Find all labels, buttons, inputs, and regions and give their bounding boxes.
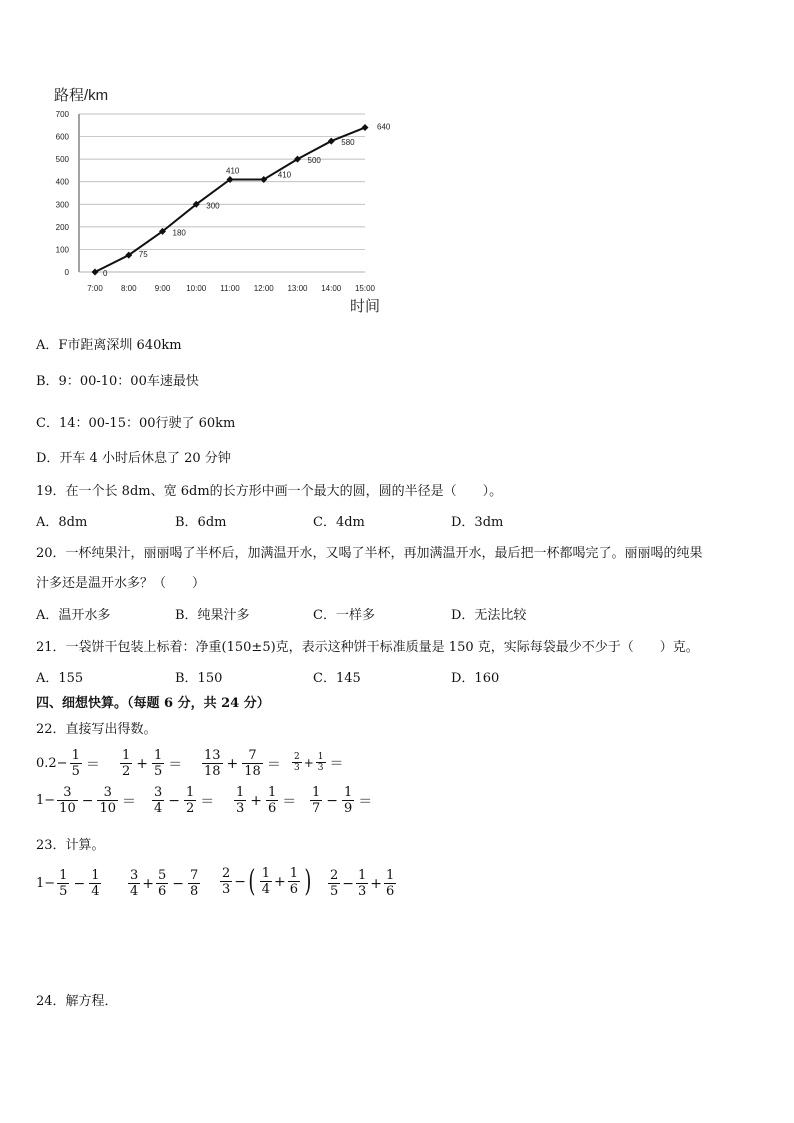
equals-sign: ＝ [168, 756, 183, 773]
denominator: 3 [358, 884, 367, 899]
denominator: 18 [244, 764, 261, 779]
q22-item-f [150, 785, 216, 816]
point-label: 580 [341, 138, 355, 148]
q23-item-a [36, 868, 103, 899]
x-tick-label: 9:00 [154, 284, 171, 293]
fraction [128, 868, 140, 899]
q22-stem: 22．直接写出得数。 [36, 722, 157, 737]
fraction [70, 748, 82, 779]
fraction [288, 866, 300, 897]
denominator: 2 [186, 801, 195, 816]
q21-stem: 21．一袋饼干包装上标着：净重(150±5)克，表示这种饼干标准质量是 150 克，实际每袋最少不少于（ ）克。 [36, 640, 699, 655]
numerator: 1 [261, 866, 271, 881]
fraction [202, 748, 223, 779]
numerator: 7 [248, 748, 257, 763]
numerator: 3 [63, 785, 72, 800]
q23-item-b [126, 868, 202, 899]
numerator: 1 [312, 785, 321, 800]
numerator: 2 [330, 868, 339, 883]
x-tick-label: 8:00 [120, 284, 137, 293]
numerator: 1 [236, 785, 245, 800]
denominator: 4 [154, 801, 163, 816]
q19-stem: 19．在一个长 8dm、宽 6dm的长方形中画一个最大的圆，圆的半径是（ ）。 [36, 484, 503, 499]
fraction [57, 868, 69, 899]
fraction [310, 785, 322, 816]
numerator: 1 [386, 868, 395, 883]
y-tick-label: 300 [55, 200, 69, 210]
q20-option-a: A．温开水多 [36, 608, 111, 623]
operator: − [73, 875, 86, 892]
numerator: 1 [358, 868, 367, 883]
equals-sign: ＝ [85, 756, 100, 773]
fraction [266, 785, 278, 816]
denominator: 6 [386, 884, 395, 899]
operator: − [342, 875, 355, 892]
q22-item-c [200, 748, 283, 779]
x-tick-label: 10:00 [186, 284, 207, 293]
y-tick-label: 200 [55, 222, 69, 232]
distance-time-line-chart [40, 78, 400, 318]
point-label: 75 [138, 250, 148, 260]
numerator: 1 [91, 868, 100, 883]
q22-item-d [290, 752, 346, 773]
numerator: 1 [289, 866, 299, 881]
denominator: 6 [268, 801, 277, 816]
series-line [92, 124, 369, 275]
denominator: 5 [154, 764, 163, 779]
equals-sign: ＝ [282, 793, 297, 810]
x-tick-labels [87, 284, 375, 293]
numerator: 3 [154, 785, 163, 800]
data-point [362, 124, 369, 131]
operator: + [250, 792, 263, 809]
operator: + [274, 873, 286, 890]
denominator: 4 [130, 884, 139, 899]
denominator: 10 [99, 801, 116, 816]
q22-item-b [118, 748, 184, 779]
denominator: 3 [236, 801, 245, 816]
left-paren: ( [248, 863, 256, 899]
point-label: 180 [172, 228, 186, 238]
operator: − [326, 792, 339, 809]
numerator: 1 [59, 868, 68, 883]
fraction [384, 868, 396, 899]
y-tick-label: 600 [55, 132, 69, 142]
q22-item-g [232, 785, 298, 816]
fraction [152, 785, 164, 816]
point-label: 500 [307, 156, 321, 166]
operator: + [370, 875, 383, 892]
series-polyline [95, 128, 365, 272]
denominator: 3 [317, 763, 324, 773]
q18-option-c: C．14：00-15：00行驶了 60km [36, 416, 236, 431]
data-point [92, 269, 99, 276]
x-tick-label: 7:00 [87, 284, 103, 293]
denominator: 5 [59, 884, 68, 899]
point-labels [103, 123, 391, 278]
numerator: 1 [71, 748, 80, 763]
operator: + [226, 755, 239, 772]
numerator: 1 [154, 748, 163, 763]
fraction [220, 866, 232, 897]
equals-sign: ＝ [122, 793, 136, 810]
equals-sign: ＝ [200, 793, 215, 810]
denominator: 2 [122, 764, 131, 779]
equals-sign: ＝ [266, 756, 281, 773]
numerator: 5 [158, 868, 167, 883]
x-tick-label: 13:00 [287, 284, 308, 293]
y-tick-label: 700 [55, 110, 69, 119]
x-tick-label: 12:00 [253, 284, 274, 293]
chart-grid [79, 114, 365, 272]
fraction [89, 868, 101, 899]
fraction [57, 785, 78, 816]
fraction [342, 785, 354, 816]
fraction [156, 868, 168, 899]
x-tick-label: 14:00 [321, 284, 342, 293]
numerator: 13 [204, 748, 221, 763]
fraction [328, 868, 340, 899]
fraction [234, 785, 246, 816]
fraction [356, 868, 368, 899]
y-axis-label: 路程/km [54, 87, 109, 104]
numerator: 2 [294, 752, 300, 762]
numerator: 1 [186, 785, 195, 800]
q19-option-d: D．3dm [451, 515, 504, 530]
q19-option-a: A．8dm [36, 515, 88, 530]
q21-option-a: A．155 [36, 671, 84, 686]
denominator: 4 [91, 884, 100, 899]
expr-text: 0.2− [36, 756, 68, 771]
operator: + [136, 755, 149, 772]
fraction [184, 785, 196, 816]
denominator: 10 [59, 801, 76, 816]
equals-sign: ＝ [358, 793, 373, 810]
q22-item-a [36, 748, 102, 779]
y-tick-label: 500 [55, 155, 69, 165]
fraction [188, 868, 200, 899]
q23-stem: 23．计算。 [36, 838, 105, 853]
denominator: 5 [71, 764, 80, 779]
numerator: 7 [190, 868, 199, 883]
denominator: 3 [294, 763, 300, 773]
denominator: 6 [158, 884, 167, 899]
expr-text: 1− [36, 793, 56, 808]
denominator: 8 [190, 884, 199, 899]
numerator: 3 [130, 868, 139, 883]
q21-option-d: D．160 [451, 671, 500, 686]
section-4-title: 四、细想快算。（每题 6 分，共 24 分） [36, 696, 270, 711]
numerator: 1 [268, 785, 277, 800]
fraction [97, 785, 118, 816]
denominator: 7 [312, 801, 321, 816]
x-tick-label: 11:00 [220, 284, 240, 293]
denominator: 5 [330, 884, 339, 899]
q20-stem-line1: 20．一杯纯果汁，丽丽喝了半杯后，加满温开水，又喝了半杯，再加满温开水，最后把一杯都喝完了。丽丽喝的纯果 [36, 546, 703, 561]
q22-item-h [308, 785, 374, 816]
q23-item-c [218, 863, 314, 899]
numerator: 3 [103, 785, 112, 800]
numerator: 1 [122, 748, 131, 763]
q23-item-d [326, 868, 398, 899]
point-label: 300 [206, 201, 220, 211]
denominator: 9 [344, 801, 353, 816]
numerator: 2 [222, 866, 231, 881]
denominator: 6 [289, 882, 299, 897]
y-tick-label: 0 [64, 268, 69, 277]
q18-option-d: D．开车 4 小时后休息了 20 分钟 [36, 451, 231, 466]
q22-item-e [36, 785, 138, 816]
equals-sign: ＝ [329, 755, 344, 772]
q20-option-b: B．纯果汁多 [175, 608, 250, 623]
operator: − [234, 873, 247, 890]
q19-option-b: B．6dm [175, 515, 227, 530]
q21-option-b: B．150 [175, 671, 223, 686]
y-tick-labels [56, 110, 70, 277]
point-label: 0 [103, 269, 108, 278]
operator: + [303, 755, 314, 770]
q24-stem: 24．解方程． [36, 994, 118, 1009]
q20-option-d: D．无法比较 [451, 608, 527, 623]
numerator: 1 [317, 752, 324, 762]
fraction [152, 748, 164, 779]
point-label: 410 [277, 170, 292, 180]
x-tick-label: 15:00 [354, 284, 376, 293]
q19-option-c: C．4dm [313, 515, 365, 530]
q20-option-c: C．一样多 [313, 608, 375, 623]
point-label: 410 [226, 166, 240, 176]
operator: − [172, 875, 185, 892]
x-axis-label: 时间 [350, 298, 381, 315]
operator: − [81, 792, 94, 809]
q18-option-b: B．9：00-10：00车速最快 [36, 374, 199, 389]
q20-stem-line2: 汁多还是温开水多？（ ） [36, 576, 206, 591]
denominator: 3 [222, 882, 231, 897]
fraction [120, 748, 132, 779]
operator: + [142, 875, 155, 892]
y-tick-label: 400 [55, 177, 69, 187]
fraction [316, 752, 326, 773]
point-label: 640 [377, 122, 391, 132]
operator: − [168, 792, 181, 809]
fraction [292, 752, 302, 773]
denominator: 18 [204, 764, 221, 779]
y-tick-label: 100 [55, 245, 69, 255]
data-point [328, 138, 335, 145]
numerator: 1 [344, 785, 353, 800]
fraction [242, 748, 263, 779]
denominator: 4 [261, 882, 271, 897]
q18-option-a: A．F市距离深圳 640km [36, 338, 182, 353]
q21-option-c: C．145 [313, 671, 361, 686]
expr-text: 1− [36, 876, 56, 891]
right-paren: ) [304, 863, 312, 899]
fraction [260, 866, 272, 897]
